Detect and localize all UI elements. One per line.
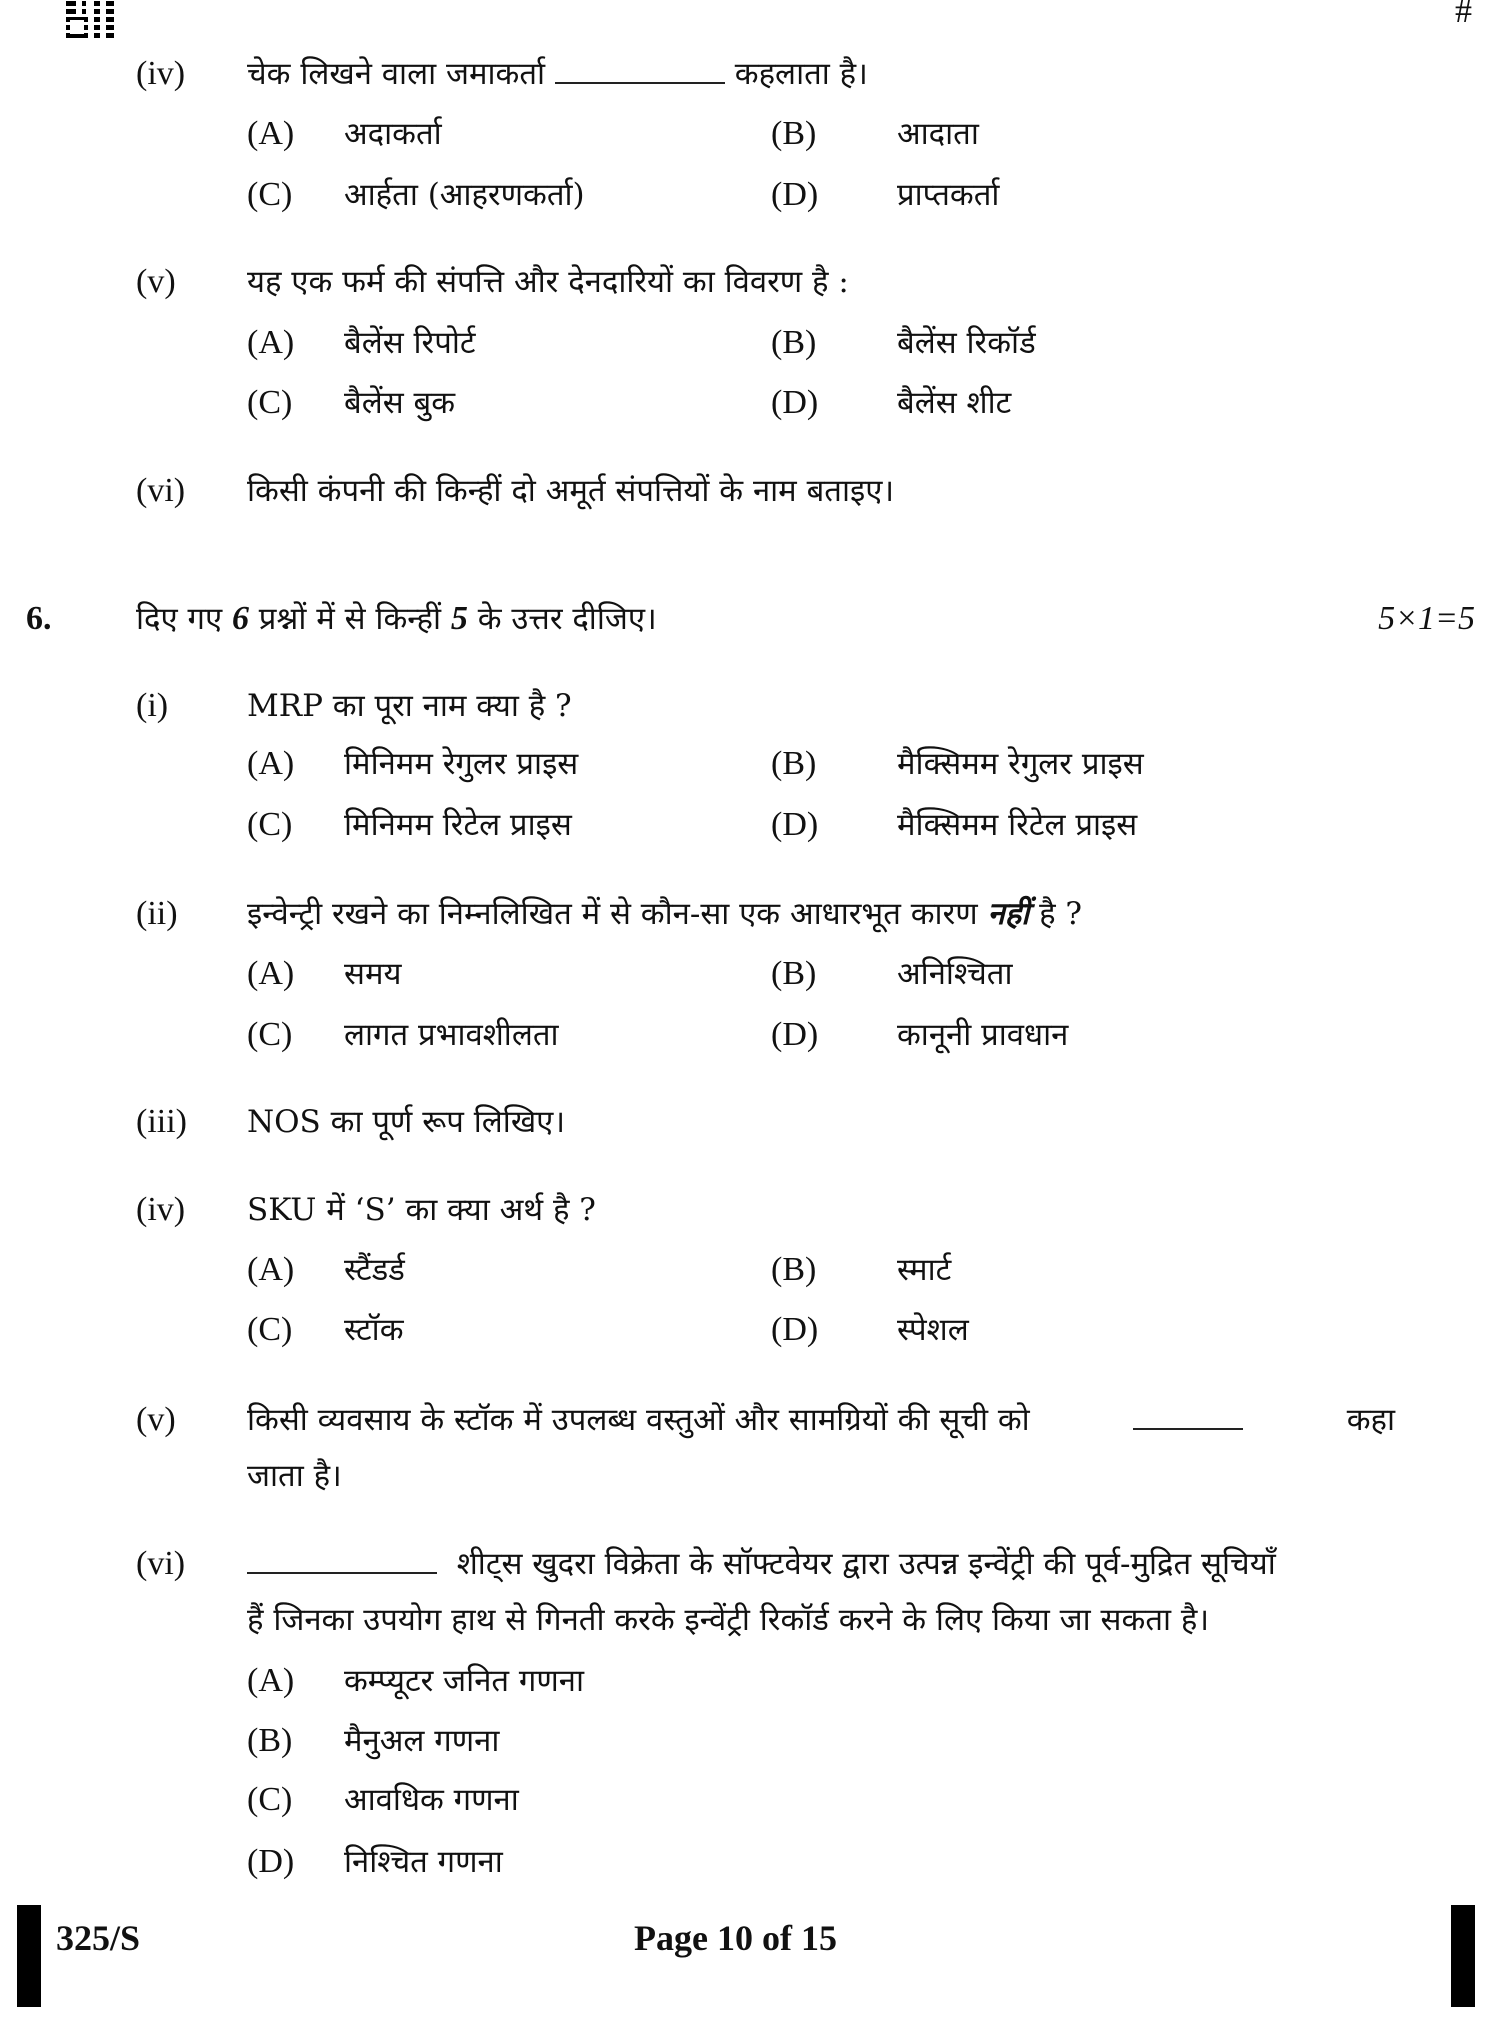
question-text: शीट्स खुदरा विक्रेता के सॉफ्टवेयर द्वारा उत्पन्न इन्वेंट्री की पूर्व-मुद्रित सूचियाँ bbox=[247, 1542, 1276, 1586]
option-key: (B) bbox=[771, 1251, 817, 1288]
option-text: अनिश्चिता bbox=[897, 956, 1013, 992]
option-text: समय bbox=[344, 956, 402, 992]
question-label: (v) bbox=[136, 263, 176, 300]
question-text: चेक लिखने वाला जमाकर्ता कहलाता है। bbox=[247, 52, 868, 96]
option-key: (B) bbox=[247, 1722, 293, 1759]
question-text: SKU में ‘S’ का क्या अर्थ है ? bbox=[247, 1192, 596, 1228]
option-text: कम्प्यूटर जनित गणना bbox=[344, 1663, 585, 1699]
option-key: (C) bbox=[247, 384, 293, 421]
option-text: प्राप्तकर्ता bbox=[897, 177, 1000, 213]
option-text: स्पेशल bbox=[897, 1312, 969, 1348]
option-text: आर्हता (आहरणकर्ता) bbox=[344, 177, 585, 213]
question-label: (iv) bbox=[136, 55, 186, 92]
question-instruction: दिए गए 6 प्रश्नों में से किन्हीं 5 के उत्तर दीजिए। bbox=[136, 600, 657, 637]
question-label: (v) bbox=[136, 1401, 176, 1438]
option-text: आवधिक गणना bbox=[344, 1782, 519, 1818]
option-text: मैक्सिमम रिटेल प्राइस bbox=[897, 807, 1138, 843]
option-key: (A) bbox=[247, 745, 295, 782]
option-key: (B) bbox=[771, 324, 817, 361]
option-text: अदाकर्ता bbox=[344, 116, 442, 152]
option-key: (B) bbox=[771, 745, 817, 782]
option-key: (D) bbox=[771, 806, 819, 843]
footer-left-bar bbox=[17, 1905, 41, 2007]
option-text: स्मार्ट bbox=[897, 1252, 952, 1288]
option-text: स्टॉक bbox=[344, 1312, 404, 1348]
question-text-continued: जाता है। bbox=[247, 1458, 342, 1494]
option-key: (D) bbox=[247, 1843, 295, 1880]
option-key: (B) bbox=[771, 115, 817, 152]
question-text: NOS का पूर्ण रूप लिखिए। bbox=[247, 1104, 566, 1140]
option-text: आदाता bbox=[897, 116, 979, 152]
option-text: बैलेंस रिपोर्ट bbox=[344, 325, 476, 361]
option-key: (A) bbox=[247, 1662, 295, 1699]
option-text: मैक्सिमम रेगुलर प्राइस bbox=[897, 746, 1144, 782]
question-label: (iv) bbox=[136, 1191, 186, 1228]
option-text: मिनिमम रेगुलर प्राइस bbox=[344, 746, 579, 782]
answer-blank bbox=[555, 52, 725, 84]
question-text: इन्वेन्ट्री रखने का निम्नलिखित में से कौन-सा एक आधारभूत कारण नहीं है ? bbox=[247, 896, 1083, 932]
option-key: (C) bbox=[247, 1311, 293, 1348]
option-text: कानूनी प्रावधान bbox=[897, 1017, 1069, 1053]
question-text-continued: हैं जिनका उपयोग हाथ से गिनती करके इन्वेंट्री रिकॉर्ड करने के लिए किया जा सकता है। bbox=[247, 1602, 1210, 1638]
qr-code bbox=[66, 0, 126, 38]
option-key: (D) bbox=[771, 1016, 819, 1053]
question-text: MRP का पूरा नाम क्या है ? bbox=[247, 688, 572, 724]
option-key: (D) bbox=[771, 384, 819, 421]
question-label: (vi) bbox=[136, 1545, 186, 1582]
question-text: किसी व्यवसाय के स्टॉक में उपलब्ध वस्तुओं और सामग्रियों की सूची को कहा bbox=[247, 1398, 1395, 1442]
option-text: लागत प्रभावशीलता bbox=[344, 1017, 559, 1053]
answer-blank bbox=[1133, 1398, 1243, 1430]
question-label: (vi) bbox=[136, 472, 186, 509]
question-number: 6. bbox=[26, 600, 52, 637]
question-text: यह एक फर्म की संपत्ति और देनदारियों का विवरण है : bbox=[247, 264, 849, 300]
option-key: (C) bbox=[247, 1781, 293, 1818]
option-key: (C) bbox=[247, 1016, 293, 1053]
option-text: स्टैंडर्ड bbox=[344, 1252, 405, 1288]
option-text: बैलेंस बुक bbox=[344, 385, 456, 421]
footer-right-bar bbox=[1451, 1905, 1475, 2007]
option-text: मैनुअल गणना bbox=[344, 1723, 500, 1759]
option-text: मिनिमम रिटेल प्राइस bbox=[344, 807, 572, 843]
option-key: (C) bbox=[247, 806, 293, 843]
answer-blank bbox=[247, 1542, 437, 1574]
option-key: (C) bbox=[247, 176, 293, 213]
option-key: (A) bbox=[247, 955, 295, 992]
option-text: निश्चित गणना bbox=[344, 1844, 503, 1880]
question-text: किसी कंपनी की किन्हीं दो अमूर्त संपत्तियों के नाम बताइए। bbox=[247, 473, 895, 509]
question-label: (iii) bbox=[136, 1103, 187, 1140]
option-key: (A) bbox=[247, 324, 295, 361]
paper-code: 325/S bbox=[56, 1918, 141, 1958]
option-key: (A) bbox=[247, 1251, 295, 1288]
option-text: बैलेंस शीट bbox=[897, 385, 1012, 421]
question-label: (ii) bbox=[136, 895, 178, 932]
option-key: (B) bbox=[771, 955, 817, 992]
option-key: (A) bbox=[247, 115, 295, 152]
option-text: बैलेंस रिकॉर्ड bbox=[897, 325, 1036, 361]
page-number: Page 10 of 15 bbox=[634, 1918, 837, 1958]
question-label: (i) bbox=[136, 687, 169, 724]
marks: 5×1=5 bbox=[1378, 600, 1475, 637]
option-key: (D) bbox=[771, 1311, 819, 1348]
option-key: (D) bbox=[771, 176, 819, 213]
corner-mark: # bbox=[1455, 0, 1472, 30]
